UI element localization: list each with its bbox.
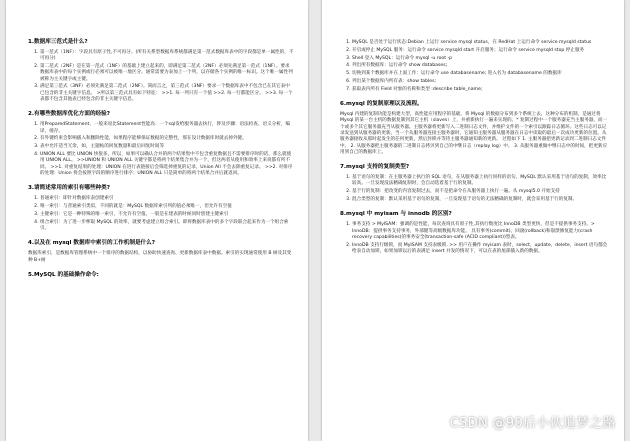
section-heading-3: 3.请简述常用的索引有哪些种类? xyxy=(28,185,110,192)
section-1-list xyxy=(28,50,294,103)
document-page-left xyxy=(6,0,308,441)
section-heading-4: 4.以及在 mysql 数据库中索引的工作机制是什么? xyxy=(28,240,155,247)
list-item: 3. 主键索引：它是一种特殊的唯一索引，不允许有空值。一般是在建表的时候同时创建主键索引 xyxy=(40,212,294,218)
section-5-list xyxy=(340,40,610,93)
section-heading-6: 6.mysql 的复制原理以及流程。 xyxy=(340,101,423,108)
list-item: 2. 第二范式（2NF）是在第一范式（1NF）的基础上建立起来的，即满足第二范式（2NF）必须先满足第一范式（1NF）。要求数据库表中的每个实例或行必须可以被唯一地区分。通常需要为表加上一个列，以存储各个实例的唯一标识。这个唯一属性列被称为主关键字或主键。 xyxy=(40,64,294,83)
section-heading-8: 8.mysql 中 myisam 与 innodb 的区别? xyxy=(340,211,452,218)
list-item: 3. 表中允许适当冗余，如，主题帖的回复数量和最后回复时间等 xyxy=(40,144,294,150)
section-7-list xyxy=(340,175,610,203)
section-3-list xyxy=(28,196,294,232)
page-left-content xyxy=(6,0,308,279)
list-item: 4. UNION ALL 要比 UNION 快很多，所以，如果可以确认合并的两个结果集中不包含重复数据且不需要排序时的话，那么就使用 UNION ALL。 >>UNION 和 UNION ALL 关键字都是将两个结果集合并为一个，但这两者从使用和效率上来说都有所不同。 >>1. 对重复结果的处理：UNION 在进行表链接后会筛选掉重复的记录，Union All 不会去除重复记录。 >>2. 对排序的处理：Union 将会按照字段的顺序进行排序；UNION ALL 只是简单的将两个结果合并后就返回。 xyxy=(40,152,294,177)
list-item: 2. 开启或停止 MySQL 服务：运行命令 service mysqld start 开启服务；运行命令 service mysqld stop 停止服务 xyxy=(352,48,610,54)
list-item: 1. 第一范式（1NF）：字段具有原子性,不可再分。(所有关系型数据库系统都满足第一范式数据库表中的字段都是单一属性的，不可再分) xyxy=(40,50,294,63)
list-item: 1. MySQL 是否处于运行状态:Debian 上运行 service mysql status，在 RedHat 上运行命令 service mysqld status xyxy=(352,40,610,46)
section-heading-2: 2.有哪些数据库优化方面的经验? xyxy=(28,111,110,118)
section-heading-5: 5.MySQL 的基础操作命令: xyxy=(28,271,99,278)
section-heading-7: 7.mysql 支持的复制类型? xyxy=(340,164,410,171)
section-8-list xyxy=(340,222,610,255)
page-right-content xyxy=(322,0,624,255)
section-6-text: Mysql 内建的复制功能是构建大型，高性能应用程序的基础。将 Mysql 的数据分布到多个系统上去，这种分布的机制，是通过将 Mysql 的某一台主机的数据复制到其它主机（slaves）上，并重新执行一遍来实现的。* 复制过程中一个服务器充当主服务器，而一个或多个其它服务器充当从服务器。主服务器将更新写入二进制日志文件，并维护文件的一个索引以跟踪日志循环。这些日志可以记录发送到从服务器的更新。当一个从服务器连接主服务器时，它通知主服务器从服务器在日志中读取的最后一次成功更新的位置。从服务器接收从那时起发生的任何更新，然后封锁并等待主服务器通知新的更新。 过程如下 1. 主服务器把更新记录到二进制日志文件中。 2. 从服务器把主服务器的二进制日志拷贝到自己的中继日志（replay log）中。 3. 从服务器重做中继日志中的时间，把更新应用到自己的数据库上。 xyxy=(340,112,608,155)
section-4-text: 数据库索引，是数据库管理系统中一个排序的数据结构，以协助快速查询、更新数据库表中数据。索引的实现通常使用 B 树及其变种 B+树 xyxy=(28,251,292,263)
list-item: 5. 切换到某个数据库并在上面工作：运行命令 use databasename; 进入名为 databasename 的数据库 xyxy=(352,71,610,77)
list-item: 6. 列出某个数据库内所有表：show tables; xyxy=(352,79,610,85)
csdn-watermark: CSDN @90后小伙追梦之路 xyxy=(449,416,616,431)
section-2-list xyxy=(28,122,294,177)
list-item: 1. 基于语句的复制：在主服务器上执行的 SQL 语句，在从服务器上执行同样的语句。MySQL 默认采用基于语句的复制，效率比较高。一旦发现没法精确复制时，会自动选着基于行的复制。 xyxy=(352,175,610,188)
list-item: 3. 混合类型的复制：默认采用基于语句的复制，一旦发现基于语句的无法精确的复制时，就会采用基于行的复制。 xyxy=(352,197,610,203)
section-heading-1: 1.数据库三范式是什么? xyxy=(28,39,88,45)
list-item: 2. 有外键约束会影响插入和删除性能，如果程序能够保证数据的完整性，那在设计数据库时就去掉外键。 xyxy=(40,136,294,142)
list-item: 3. 满足第三范式（3NF）必须先满足第二范式（2NF）。简而言之，第三范式（3NF）要求一个数据库表中不包含已在其它表中已包含的非主关键字信息。 >所以第三范式具有如下特征： >>1. 每一列只有一个值 >>2. 每一行都能区分。 >>3. 每一个表都不包含其他表已经包含的非主关键字信息。 xyxy=(40,84,294,103)
list-item: 1. 普通索引：即针对数据库表创建索引 xyxy=(40,196,294,202)
list-item: 4. 组合索引：为了进一步榨取 MySQL 的效率，就要考虑建立组合索引。即将数据库表中的多个字段联合起来作为一个组合索引。 xyxy=(40,220,294,233)
list-item: 2. 基于行的复制：把改变的内容复制过去，而不是把命令在从服务器上执行一遍。从 mysql5.0 开始支持 xyxy=(352,189,610,195)
list-item: 3. Shell 登入 MySQL：运行命令 mysql -u root -p xyxy=(352,56,610,62)
list-item: 2. 唯一索引：与普通索引类似，不同的就是：MySQL 数据库索引列的值必须唯一，但允许有空值 xyxy=(40,204,294,210)
document-page-right xyxy=(322,0,624,441)
list-item: 1. 用PreparedStatement，一般来说比Statement性能高：一个sql发给服务器去执行，涉及步骤：语法检查、语义分析，编译，缓存。 xyxy=(40,122,294,135)
list-item: 1. 事务支持 > MyISAM：强调的是性能，每次查询具有原子性,其执行数度比 InnoDB 类型更快，但是不提供事务支持。> InnoDB：提供事务支持事务，外部键等高级数据库功能。 具有事务(commit)、回滚(rollback)和崩溃修复能力(crash recovery capabilities)的事务安全(transaction-safe (ACID compliant))型表。 xyxy=(352,222,610,241)
list-item: 2. InnoDB 支持行级锁，而 MyISAM 支持表级锁. >> 用户在操作 myisam 表时，select，update，delete，insert 语句都会给表自动加锁，如果加锁以后的表满足 insert 并发的情况下，可以在表的尾部插入新的数据。 xyxy=(352,243,610,256)
list-item: 4. 列出所有数据库：运行命令 show databases; xyxy=(352,63,610,69)
list-item: 7. 获取表内所有 Field 对象的名称和类型 :describe table_name; xyxy=(352,87,610,93)
